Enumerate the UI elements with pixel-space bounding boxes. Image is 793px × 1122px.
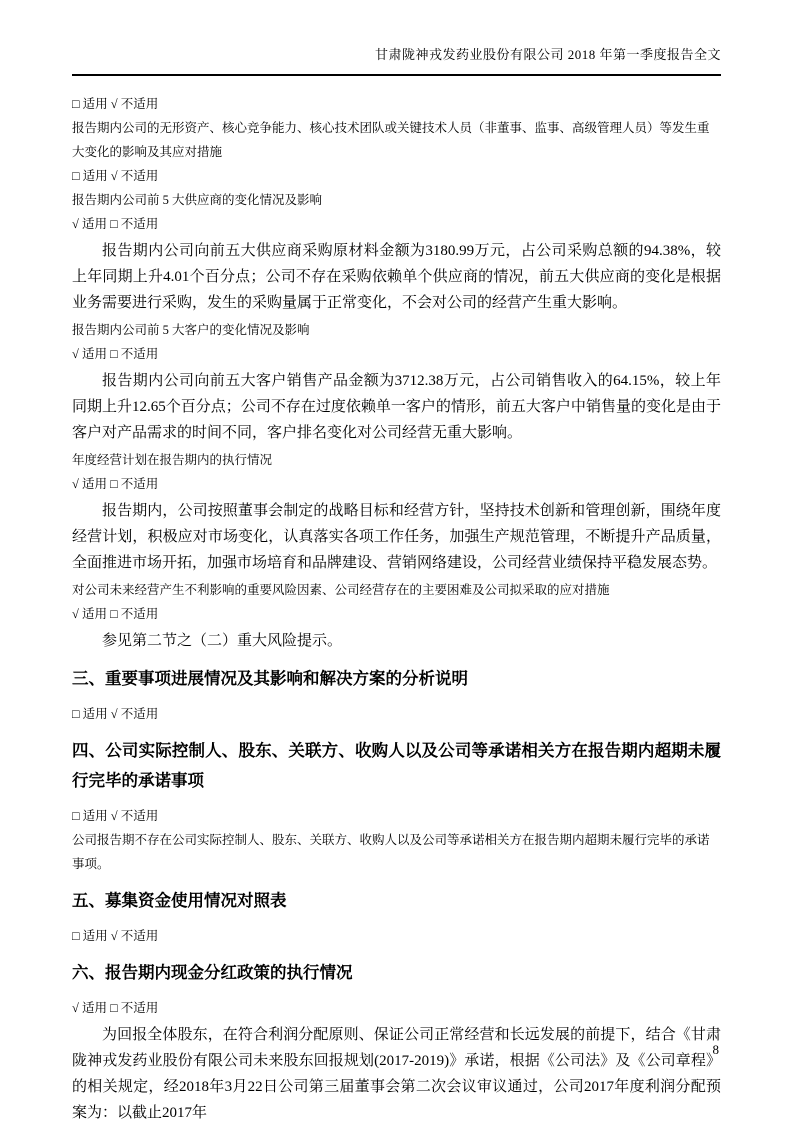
applicability-line: √ 适用 □ 不适用 [72, 217, 159, 231]
paragraph-annual-plan: 报告期内，公司按照董事会制定的战略目标和经营方针，坚持技术创新和管理创新，围绕年度经营计划，积极应对市场变化，认真落实各项工作任务，加强生产规范管理，不断提升产品质量，全面推进市场开拓，加强市场培育和品牌建设、营销网络建设，公司经营业绩保持平稳发展态势。 [72, 503, 721, 571]
note-commitments: 公司报告期不存在公司实际控制人、股东、关联方、收购人以及公司等承诺相关方在报告期内超期未履行完毕的承诺事项。 [72, 833, 710, 871]
applicability-line: □ 适用 √ 不适用 [72, 169, 159, 183]
section-heading-5: 五、募集资金使用情况对照表 [72, 891, 287, 910]
applicability-line: √ 适用 □ 不适用 [72, 477, 159, 491]
label-risk-factors: 对公司未来经营产生不利影响的重要风险因素、公司经营存在的主要困难及公司拟采取的应对措施 [72, 583, 610, 597]
header-rule [72, 74, 721, 76]
applicability-line: √ 适用 □ 不适用 [72, 607, 159, 621]
applicability-line: □ 适用 √ 不适用 [72, 97, 159, 111]
applicability-line: □ 适用 √ 不适用 [72, 707, 159, 721]
paragraph-risk-reference: 参见第二节之（二）重大风险提示。 [102, 633, 343, 649]
paragraph-customers: 报告期内公司向前五大客户销售产品金额为3712.38万元，占公司销售收入的64.15%，较上年同期上升12.65个百分点；公司不存在过度依赖单一客户的情形，前五大客户中销售量的变化是由于客户对产品需求的时间不同，客户排名变化对公司经营无重大影响。 [72, 373, 721, 441]
applicability-line: □ 适用 √ 不适用 [72, 809, 159, 823]
page-number: 8 [712, 1042, 719, 1057]
label-top5-customers: 报告期内公司前 5 大客户的变化情况及影响 [72, 323, 310, 337]
label-intangible-assets: 报告期内公司的无形资产、核心竞争能力、核心技术团队或关键技术人员（非董事、监事、高级管理人员）等发生重大变化的影响及其应对措施 [72, 121, 710, 159]
page-header-title: 甘肃陇神戎发药业股份有限公司 2018 年第一季度报告全文 [374, 47, 721, 62]
paragraph-suppliers: 报告期内公司向前五大供应商采购原材料金额为3180.99万元，占公司采购总额的94.38%，较上年同期上升4.01个百分点；公司不存在采购依赖单个供应商的情况，前五大供应商的变化是根据业务需要进行采购，发生的采购量属于正常变化，不会对公司的经营产生重大影响。 [72, 243, 721, 311]
paragraph-dividend: 为回报全体股东，在符合利润分配原则、保证公司正常经营和长远发展的前提下，结合《甘肃陇神戎发药业股份有限公司未来股东回报规划(2017-2019)》承诺，根据《公司法》及《公司章程》的相关规定，经2018年3月22日公司第三届董事会第二次会议审议通过，公司2017年度利润分配预案为：以截止2017年 [72, 1027, 721, 1121]
section-heading-6: 六、报告期内现金分红政策的执行情况 [72, 963, 353, 982]
applicability-line: √ 适用 □ 不适用 [72, 347, 159, 361]
label-top5-suppliers: 报告期内公司前 5 大供应商的变化情况及影响 [72, 193, 323, 207]
applicability-line: □ 适用 √ 不适用 [72, 929, 159, 943]
section-heading-4: 四、公司实际控制人、股东、关联方、收购人以及公司等承诺相关方在报告期内超期未履行完毕的承诺事项 [72, 741, 721, 790]
applicability-line: √ 适用 □ 不适用 [72, 1001, 159, 1015]
section-heading-3: 三、重要事项进展情况及其影响和解决方案的分析说明 [72, 669, 468, 688]
label-annual-plan: 年度经营计划在报告期内的执行情况 [72, 453, 273, 467]
